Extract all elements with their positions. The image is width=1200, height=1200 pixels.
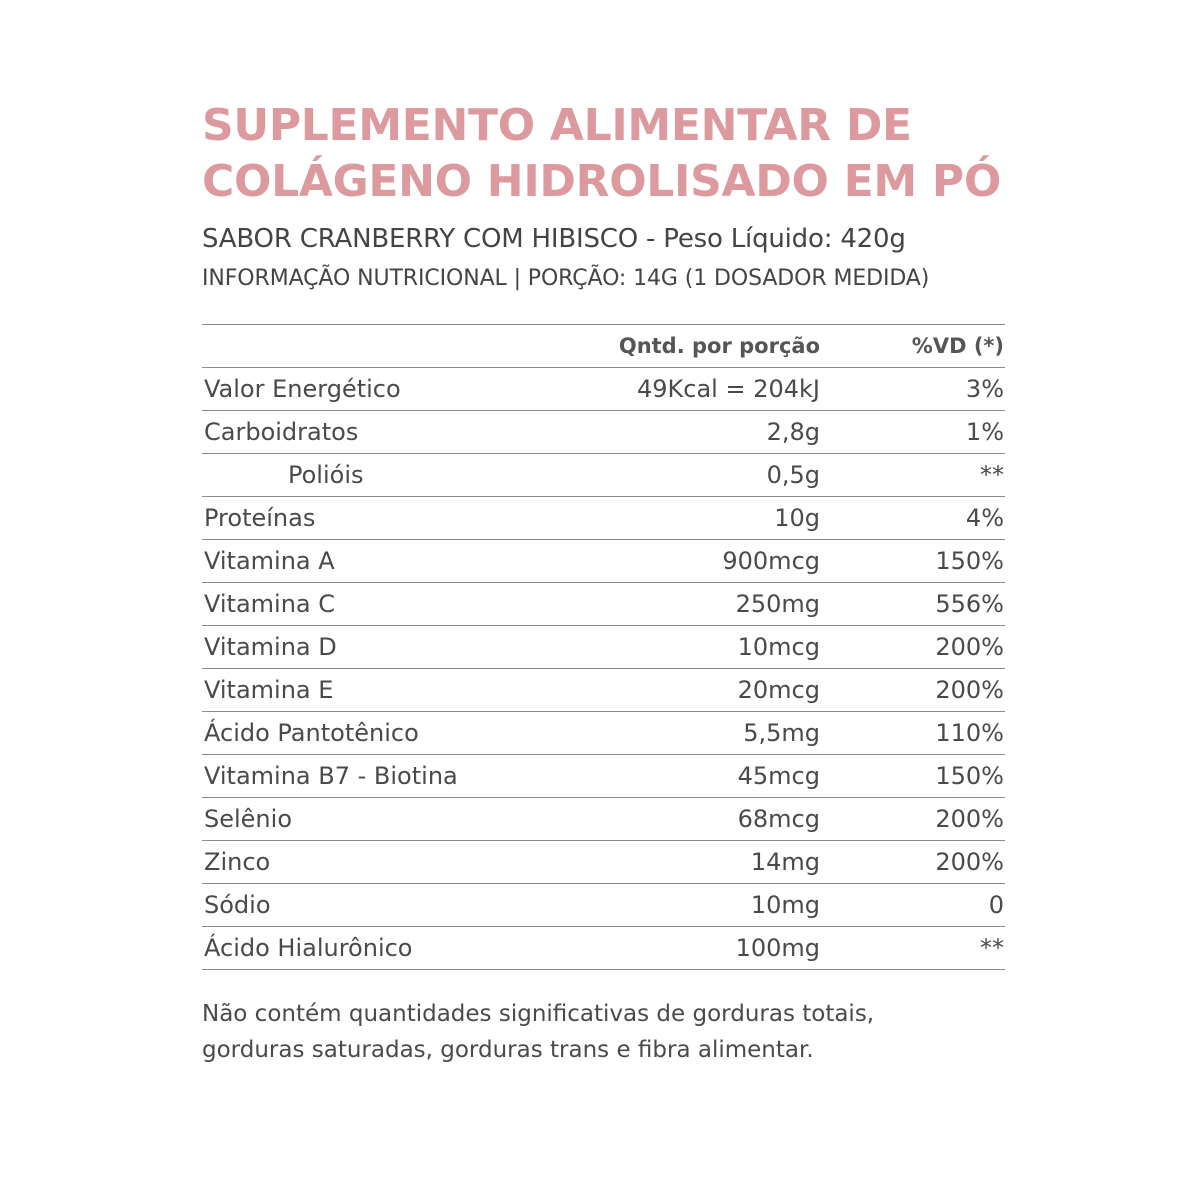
nutrient-qty: 68mcg (737, 805, 820, 833)
table-row (202, 454, 1005, 497)
product-title-line-1: SUPLEMENTO ALIMENTAR DE (202, 100, 912, 151)
table-row (202, 411, 1005, 454)
nutrition-label (202, 98, 1005, 1063)
nutrient-vd: 4% (965, 504, 1004, 532)
nutrient-name: Carboidratos (204, 418, 359, 446)
nutrient-qty: 10g (774, 504, 820, 532)
footnote-line-2: gorduras saturadas, gorduras trans e fibra alimentar. (202, 1037, 814, 1063)
nutrient-vd: 556% (935, 590, 1004, 618)
nutrient-qty: 45mcg (737, 762, 820, 790)
table-row (202, 583, 1005, 626)
nutrient-qty: 100mg (735, 934, 820, 962)
nutrient-name: Vitamina E (204, 676, 334, 704)
nutrient-vd: 150% (935, 762, 1004, 790)
nutrient-vd: 200% (935, 848, 1004, 876)
footnote-line-1: Não contém quantidades significativas de gorduras totais, (202, 1001, 875, 1027)
nutrient-qty: 14mg (750, 848, 820, 876)
flavor-weight-subtitle: SABOR CRANBERRY COM HIBISCO - Peso Líquido: 420g (202, 224, 906, 254)
nutrient-vd: 0 (988, 891, 1004, 919)
nutrient-name: Ácido Hialurônico (204, 934, 413, 962)
nutrient-name: Zinco (204, 848, 271, 876)
header-vd: %VD (*) (911, 334, 1004, 358)
header-qty: Qntd. por porção (618, 334, 820, 358)
table-row (202, 626, 1005, 669)
table-row (202, 841, 1005, 884)
nutrient-vd: 200% (935, 805, 1004, 833)
table-row (202, 368, 1005, 411)
nutrient-qty: 2,8g (766, 418, 820, 446)
nutrient-name: Vitamina C (204, 590, 336, 618)
nutrient-qty: 5,5mg (743, 719, 820, 747)
nutrient-qty: 10mg (750, 891, 820, 919)
table-row (202, 927, 1005, 970)
nutrient-name: Vitamina B7 - Biotina (204, 762, 458, 790)
nutrient-name: Proteínas (204, 504, 316, 532)
nutrient-name: Polióis (288, 461, 364, 489)
table-header-row (202, 325, 1005, 368)
product-title-line-2: COLÁGENO HIDROLISADO EM PÓ (202, 156, 1001, 207)
nutrient-vd: 3% (965, 375, 1004, 403)
nutrient-vd: 200% (935, 676, 1004, 704)
nutrient-name: Ácido Pantotênico (204, 719, 419, 747)
table-row (202, 755, 1005, 798)
nutrient-vd: 110% (935, 719, 1004, 747)
footnote (202, 996, 1005, 1068)
nutrient-qty: 20mcg (737, 676, 820, 704)
nutrient-name: Selênio (204, 805, 292, 833)
nutrient-vd: 1% (965, 418, 1004, 446)
nutrient-qty: 250mg (735, 590, 820, 618)
nutrient-vd: ** (980, 461, 1004, 489)
product-title (202, 98, 1005, 210)
nutrient-qty: 10mcg (737, 633, 820, 661)
nutrition-table (202, 324, 1005, 970)
nutrient-qty: 0,5g (766, 461, 820, 489)
nutrient-name: Sódio (204, 891, 271, 919)
nutrient-name: Vitamina A (204, 547, 335, 575)
table-row (202, 669, 1005, 712)
table-row (202, 884, 1005, 927)
table-row (202, 540, 1005, 583)
nutrient-name: Valor Energético (204, 375, 401, 403)
nutrient-vd: ** (980, 934, 1004, 962)
portion-info: INFORMAÇÃO NUTRICIONAL | PORÇÃO: 14G (1 DOSADOR MEDIDA) (202, 266, 930, 291)
nutrient-qty: 49Kcal = 204kJ (637, 375, 820, 403)
nutrient-vd: 150% (935, 547, 1004, 575)
table-row (202, 798, 1005, 841)
table-row (202, 712, 1005, 755)
nutrient-vd: 200% (935, 633, 1004, 661)
nutrient-qty: 900mcg (722, 547, 820, 575)
table-row (202, 497, 1005, 540)
nutrient-name: Vitamina D (204, 633, 337, 661)
